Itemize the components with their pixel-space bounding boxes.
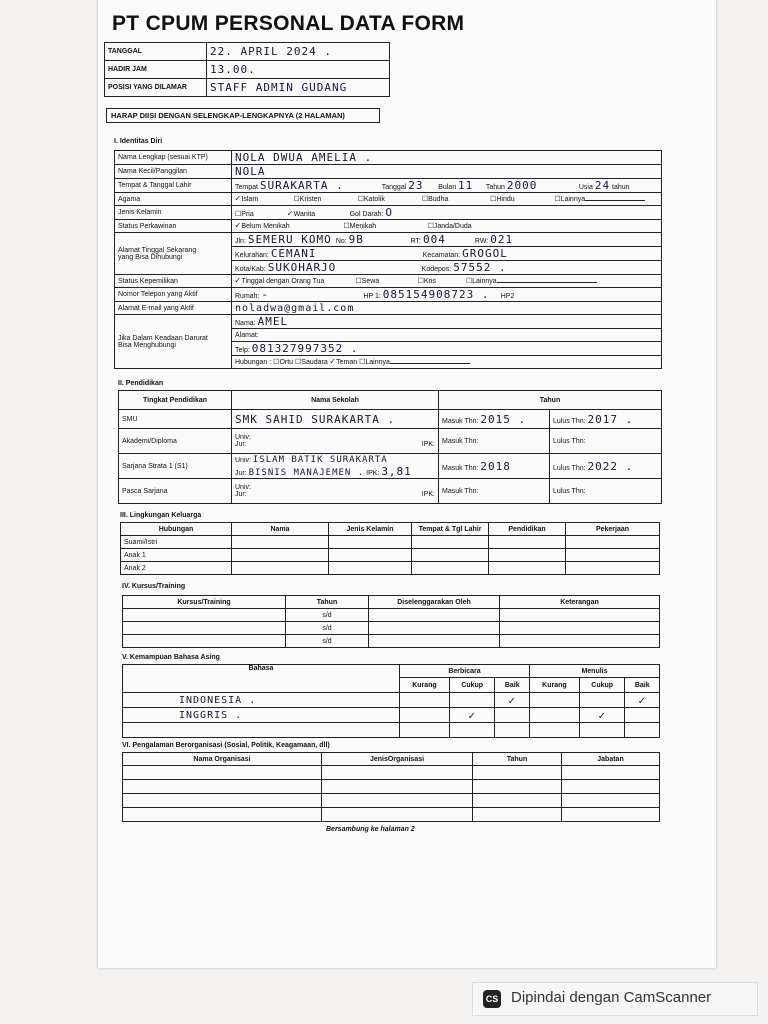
kursus-sd: s/d [286, 609, 369, 622]
agama-lainnya-line [585, 200, 645, 201]
hubungan-ortu[interactable]: Ortu [279, 359, 294, 366]
organisasi-col-jabatan: Jabatan [562, 753, 660, 766]
rw-label: RW: [474, 238, 489, 245]
kepemilikan-kos[interactable]: Kos [423, 278, 436, 285]
bahasa-check-icon: ✓ [625, 693, 660, 708]
form-title: PT CPUM PERSONAL DATA FORM [112, 12, 465, 35]
menulis-baik: Baik [625, 678, 660, 693]
perkawinan-janda[interactable]: Janda/Duda [433, 223, 472, 230]
keluarga-row-label: Anak 1 [121, 549, 232, 562]
no-label: No: [335, 238, 347, 245]
s1-univ-label: Univ: [235, 456, 251, 464]
darurat-telp-value: 081327997352 . [251, 342, 359, 355]
col-tingkat: Tingkat Pendidikan [119, 391, 232, 410]
perkawinan-check-icon: ✓ [235, 221, 242, 231]
tanggal-label: TANGGAL [105, 43, 207, 61]
bahasa-check-icon: ✓ [449, 708, 495, 723]
jk-wanita[interactable]: Wanita [293, 211, 316, 218]
smu-lulus-label: Lulus Thn: [553, 417, 586, 425]
identitas-table [114, 150, 662, 369]
keluarga-col-hubungan: Hubungan [121, 523, 232, 536]
s1-lulus-cell [550, 454, 662, 479]
table-row [123, 708, 660, 723]
section-identitas: I. Identitas Diri [114, 138, 163, 145]
checkbox-icon: ☐ [235, 211, 242, 218]
hubungan-lainnya-line [390, 363, 470, 364]
col-sekolah: Nama Sekolah [232, 391, 439, 410]
table-row [121, 536, 660, 549]
section-bahasa: V. Kemampuan Bahasa Asing [122, 654, 220, 661]
usia-suffix: tahun [612, 184, 630, 191]
checkbox-icon: ☐ [417, 278, 424, 285]
goldarah-value: O [385, 206, 394, 219]
hadir-jam-value: 13.00. [207, 61, 390, 79]
akademi-ipk-label: IPK: [421, 441, 435, 448]
bulan-label: Bulan [438, 184, 457, 191]
akademi-masuk-label: Masuk Thn: [439, 429, 550, 454]
akademi-label: Akademi/Diploma [119, 429, 232, 454]
ttl-row [232, 179, 662, 193]
usia-label: Usia [578, 184, 593, 191]
checkbox-icon: ☐ [421, 196, 429, 203]
table-row [123, 780, 660, 794]
jk-check-icon: ✓ [287, 209, 294, 219]
continue-note: Bersambung ke halaman 2 [326, 826, 415, 833]
darurat-nama-row [232, 315, 662, 329]
alamat-row-3 [232, 261, 662, 275]
s1-masuk-cell [439, 454, 550, 479]
smu-masuk-value: 2015 . [480, 412, 527, 426]
s1-cell [232, 454, 439, 479]
kelurahan-value: CEMANI [270, 247, 317, 260]
organisasi-col-nama: Nama Organisasi [123, 753, 322, 766]
agama-hindu[interactable]: Hindu [496, 196, 515, 203]
table-row [123, 766, 660, 780]
posisi-label: POSISI YANG DILAMAR [105, 79, 207, 97]
organisasi-col-tahun: Tahun [473, 753, 562, 766]
berbicara-cukup: Cukup [449, 678, 495, 693]
smu-lulus-cell [550, 410, 662, 429]
status-perkawinan-label: Status Perkawinan [115, 220, 232, 233]
berbicara-kurang: Kurang [400, 678, 450, 693]
kursus-col-keterangan: Keterangan [500, 596, 660, 609]
jln-label: Jln: [235, 238, 246, 245]
kepemilikan-row [232, 275, 662, 288]
agama-kristen[interactable]: Kristen [299, 196, 322, 203]
camscanner-badge [472, 982, 758, 1016]
organisasi-table [122, 752, 660, 822]
alamat-row-2 [232, 247, 662, 261]
jenis-kelamin-label: Jenis Kelamin [115, 206, 232, 220]
checkbox-icon: ☐ [357, 196, 364, 203]
jln-value: SEMERU KOMO [247, 233, 332, 246]
keluarga-row-label: Suami/Istri [121, 536, 232, 549]
darurat-telp-label: Telp: [235, 347, 250, 354]
no-value: 9B [348, 233, 364, 246]
s1-label: Sarjana Strata 1 (S1) [119, 454, 232, 479]
kursus-table [122, 595, 660, 648]
telepon-label: Nomor Telepon yang Aktif [115, 288, 232, 302]
agama-katolik[interactable]: Katolik [363, 196, 385, 203]
kepemilikan-lainnya[interactable]: Lainnya [472, 278, 497, 285]
notice: HARAP DIISI DENGAN SELENGKAP-LENGKAPNYA (2 HALAMAN) [106, 108, 380, 123]
keluarga-col-nama: Nama [232, 523, 329, 536]
pasca-jur-label: Jur: [235, 491, 247, 498]
header-table [104, 42, 390, 97]
darurat-label [115, 315, 232, 369]
kursus-sd: s/d [286, 622, 369, 635]
perkawinan-menikah[interactable]: Menikah [349, 223, 377, 230]
checkbox-icon: ☐ [427, 223, 434, 230]
agama-row [232, 193, 662, 206]
checkbox-icon: ☐ [554, 196, 561, 203]
agama-budha[interactable]: Budha [428, 196, 449, 203]
s1-jur-label: Jur: [235, 469, 247, 477]
keluarga-table [120, 522, 660, 575]
hubungan-lainnya[interactable]: Lainnya [365, 359, 390, 366]
tanggal-lahir-label: Tanggal [381, 184, 407, 191]
darurat-nama-value: AMEL [257, 315, 289, 328]
kecamatan-label: Kecamatan: [422, 252, 461, 259]
menulis-kurang: Kurang [529, 678, 579, 693]
s1-ipk-value: 3,81 [381, 464, 412, 478]
camscanner-text: Dipindai dengan CamScanner [511, 989, 712, 1006]
pasca-ipk-label: IPK: [421, 491, 435, 498]
tempat-value: SURAKARTA . [259, 179, 344, 192]
pendidikan-table [118, 390, 662, 504]
pasca-cell [232, 479, 439, 504]
rumah-value: - [261, 288, 270, 301]
bahasa-check-icon: ✓ [579, 708, 625, 723]
agama-check-icon: ✓ [235, 194, 242, 204]
ttl-label: Tempat & Tanggal Lahir [115, 179, 232, 193]
kelurahan-label: Kelurahan: [235, 252, 269, 259]
hubungan-saudara[interactable]: Saudara [301, 359, 328, 366]
akademi-jur-label: Jur: [235, 441, 247, 448]
tahun-label: Tahun [485, 184, 505, 191]
akademi-univ-label: Univ: [235, 434, 251, 441]
kodepos-value: 57552 . [453, 261, 507, 274]
keluarga-col-jk: Jenis Kelamin [329, 523, 412, 536]
nama-lengkap-label: Nama Lengkap (sesuai KTP) [115, 151, 232, 165]
bahasa-col-bahasa: Bahasa [123, 665, 400, 693]
darurat-label-line1: Jika Dalam Keadaan Darurat [118, 334, 208, 342]
organisasi-col-jenis: JenisOrganisasi [322, 753, 473, 766]
nama-lengkap-value: NOLA DWUA AMELIA . [232, 151, 662, 165]
s1-lulus-label: Lulus Thn: [553, 464, 586, 472]
rt-value: 004 [422, 233, 446, 246]
menulis-cukup: Cukup [579, 678, 625, 693]
agama-label: Agama [115, 193, 232, 206]
pasca-lulus-label: Lulus Thn: [550, 479, 662, 504]
goldarah-label: Gol Darah: [349, 211, 384, 218]
table-row [123, 723, 660, 738]
s1-masuk-value: 2018 [480, 459, 511, 473]
kepemilikan-check-icon: ✓ [235, 276, 242, 286]
nama-kecil-label: Nama Kecil/Panggilan [115, 165, 232, 179]
rt-label: RT: [410, 238, 421, 245]
s1-univ-value: ISLAM BATIK SURAKARTA [252, 454, 388, 465]
section-pendidikan: II. Pendidikan [118, 380, 164, 387]
checkbox-icon: ☐ [465, 278, 473, 285]
bahasa-row-name: INDONESIA . [123, 693, 400, 708]
pasca-univ-label: Univ: [235, 484, 251, 491]
table-row [121, 562, 660, 575]
jk-pria[interactable]: Pria [241, 211, 254, 218]
table-row [123, 609, 660, 622]
kepemilikan-sewa[interactable]: Sewa [361, 278, 380, 285]
tahun-value: 2000 [506, 179, 538, 192]
checkbox-icon: ☐ [273, 359, 280, 366]
darurat-alamat-label: Alamat: [235, 331, 259, 339]
pasca-label: Pasca Sarjana [119, 479, 232, 504]
darurat-alamat-row [232, 329, 662, 342]
bahasa-row-name: INGGRIS . [123, 708, 400, 723]
checkbox-icon: ☐ [359, 359, 366, 366]
jenis-kelamin-row [232, 206, 662, 220]
posisi-value: STAFF ADMIN GUDANG [207, 79, 390, 97]
usia-value: 24 [594, 179, 611, 192]
table-row [123, 693, 660, 708]
smu-masuk-label: Masuk Thn: [442, 417, 479, 425]
keluarga-col-ttl: Tempat & Tgl Lahir [412, 523, 489, 536]
hadir-jam-label: HADIR JAM [105, 61, 207, 79]
akademi-cell [232, 429, 439, 454]
hp1-value: 085154908723 . [382, 288, 490, 301]
kursus-col-penyelenggara: Diselenggarakan Oleh [369, 596, 500, 609]
section-keluarga: III. Lingkungan Keluarga [120, 512, 202, 519]
perkawinan-belum[interactable]: Belum Menikah [241, 223, 290, 230]
rumah-label: Rumah: [235, 293, 260, 300]
darurat-nama-label: Nama: [235, 320, 256, 327]
smu-label: SMU [119, 410, 232, 429]
hp2-label: HP2 [500, 293, 515, 300]
hubungan-teman[interactable]: Teman [336, 359, 358, 366]
kepemilikan-lainnya-line [497, 282, 597, 283]
email-label: Alamat E-mail yang Aktif [115, 302, 232, 315]
table-row [123, 808, 660, 822]
rw-value: 021 [490, 233, 514, 246]
akademi-lulus-label: Lulus Thn: [550, 429, 662, 454]
kepemilikan-ortu[interactable]: Tinggal dengan Orang Tua [241, 278, 325, 285]
kursus-col-kursus: Kursus/Training [123, 596, 286, 609]
section-organisasi: VI. Pengalaman Berorganisasi (Sosial, Politik, Keagamaan, dll) [122, 742, 330, 749]
email-value: noladwa@gmail.com [232, 302, 662, 315]
status-perkawinan-row [232, 220, 662, 233]
smu-lulus-value: 2017 . [587, 412, 634, 426]
bahasa-check-icon: ✓ [495, 693, 530, 708]
table-row [123, 794, 660, 808]
tempat-label: Tempat [235, 184, 258, 191]
col-tahun: Tahun [439, 391, 662, 410]
alamat-label-line1: Alamat Tinggal Sekarang [118, 246, 197, 254]
telepon-row [232, 288, 662, 302]
table-row [123, 622, 660, 635]
section-kursus: IV. Kursus/Training [122, 583, 186, 590]
smu-value: SMK SAHID SURAKARTA . [232, 410, 439, 429]
checkbox-icon: ☐ [293, 196, 300, 203]
kota-label: Kota/Kab: [235, 266, 266, 273]
s1-lulus-value: 2022 . [587, 459, 634, 473]
hubungan-check-icon: ✓ [329, 357, 337, 367]
hubungan-label: Hubungan : [235, 359, 272, 366]
kepemilikan-label: Status Kepemilikan [115, 275, 232, 288]
checkbox-icon: ☐ [355, 278, 362, 285]
s1-masuk-label: Masuk Thn: [442, 464, 479, 472]
checkbox-icon: ☐ [490, 196, 497, 203]
bahasa-col-berbicara: Berbicara [400, 665, 530, 678]
camscanner-logo-icon: CS [483, 990, 501, 1008]
agama-lainnya[interactable]: Lainnya [560, 196, 586, 203]
darurat-telp-row [232, 342, 662, 356]
berbicara-baik: Baik [495, 678, 530, 693]
kodepos-label: Kodepos: [421, 266, 452, 273]
kecamatan-value: GROGOL [462, 247, 508, 260]
alamat-row-1 [232, 233, 662, 247]
alamat-label [115, 233, 232, 275]
bahasa-col-menulis: Menulis [529, 665, 659, 678]
agama-islam[interactable]: Islam [241, 196, 259, 203]
checkbox-icon: ☐ [295, 359, 302, 366]
bahasa-table [122, 664, 660, 738]
s1-ipk-label: IPK: [366, 469, 380, 477]
tanggal-value: 22. APRIL 2024 . [207, 43, 390, 61]
bulan-value: 11 [458, 179, 474, 192]
kursus-col-tahun: Tahun [286, 596, 369, 609]
kursus-sd: s/d [286, 635, 369, 648]
table-row [121, 549, 660, 562]
nama-kecil-value: NOLA [232, 165, 662, 179]
hp1-label: HP 1: [363, 293, 381, 300]
table-row [123, 635, 660, 648]
keluarga-col-pekerjaan: Pekerjaan [566, 523, 660, 536]
darurat-hubungan-row [232, 356, 662, 369]
pasca-masuk-label: Masuk Thn: [439, 479, 550, 504]
s1-jur-value: BISNIS MANAJEMEN . [248, 467, 365, 478]
kota-value: SUKOHARJO [267, 261, 337, 274]
keluarga-col-pendidikan: Pendidikan [489, 523, 566, 536]
keluarga-row-label: Anak 2 [121, 562, 232, 575]
darurat-label-line2: Bisa Menghubungi [118, 341, 176, 349]
alamat-label-line2: yang Bisa Dihubungi [118, 253, 183, 261]
checkbox-icon: ☐ [343, 223, 350, 230]
smu-masuk-cell [439, 410, 550, 429]
tanggal-lahir-value: 23 [408, 179, 424, 192]
